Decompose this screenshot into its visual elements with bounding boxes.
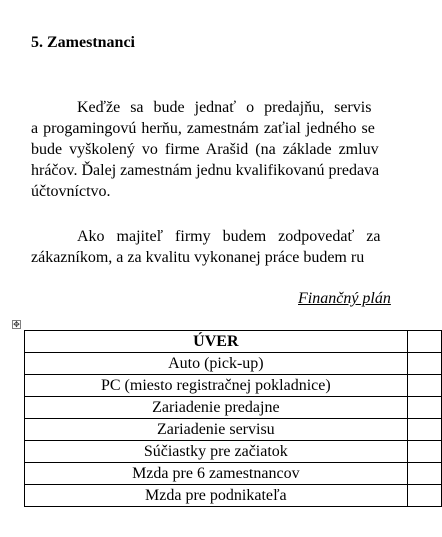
table-cell-empty (407, 353, 441, 375)
table-header-row (25, 331, 442, 353)
table-cell-empty (407, 375, 441, 397)
paragraph-line: účtovníctvo. (31, 183, 111, 200)
table-cell-empty (407, 485, 441, 507)
table-row (25, 441, 442, 463)
paragraph-line: a progamingovú herňu, zamestnám zaťial jedného se (31, 120, 375, 137)
table-row (25, 463, 442, 485)
paragraph-line: zákazníkom, a za kvalitu vykonanej práce budem ru (31, 249, 365, 266)
table-row (25, 485, 442, 507)
paragraph-owner (31, 226, 442, 268)
loan-table (24, 330, 442, 507)
paragraph-line: bude vyškolený vo firme Arašid (na základe zmluv (31, 141, 379, 158)
table-cell-empty (407, 397, 441, 419)
table-cell: Zariadenie predajne (25, 397, 408, 419)
paragraph-line: Keďže sa bude jednať o predajňu, servis (77, 99, 372, 116)
table-cell: Mzda pre 6 zamestnancov (25, 463, 408, 485)
paragraph-line: hráčov. Ďalej zamestnám jednu kvalifikovanú predava (31, 162, 380, 179)
table-cell-empty (407, 463, 441, 485)
table-cell-empty (407, 441, 441, 463)
section-heading: 5. Zamestnanci (31, 34, 135, 51)
table-row (25, 419, 442, 441)
table-cell-empty (407, 419, 441, 441)
table-header-cell-empty (407, 331, 441, 353)
move-cross-icon[interactable]: ✥ (13, 320, 20, 329)
table-row (25, 397, 442, 419)
table-cell: PC (miesto registračnej pokladnice) (25, 375, 408, 397)
table-cell: Auto (pick-up) (25, 353, 408, 375)
table-cell: Súčiastky pre začiatok (25, 441, 408, 463)
table-cell: Zariadenie servisu (25, 419, 408, 441)
financial-plan-caption: Finančný plán (298, 290, 391, 307)
table-row (25, 375, 442, 397)
paragraph-line: Ako majiteľ firmy budem zodpovedať za (77, 228, 381, 245)
table-row (25, 353, 442, 375)
table-cell: Mzda pre podnikateľa (25, 485, 408, 507)
paragraph-staff (31, 97, 442, 202)
table-header-cell: ÚVER (25, 331, 408, 353)
